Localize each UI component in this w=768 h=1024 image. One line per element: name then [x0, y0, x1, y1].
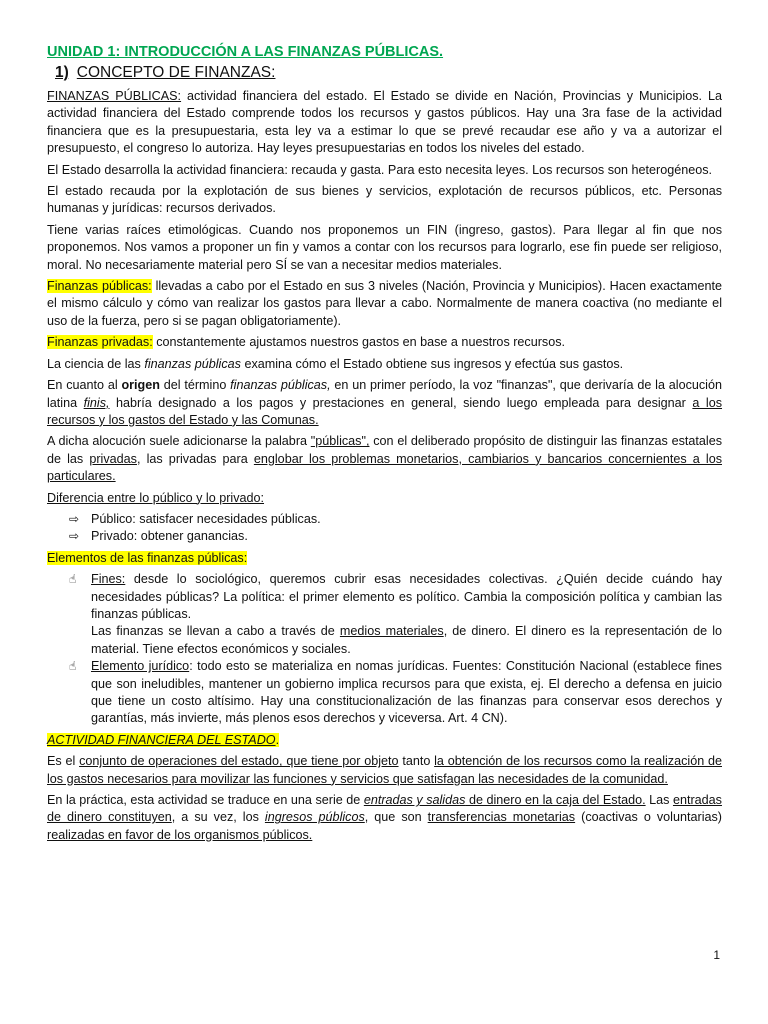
paragraph: El Estado desarrolla la actividad financiera: recauda y gasta. Para esto necesita leyes. Los recursos son heterogéneos.: [47, 162, 713, 177]
diff-heading: Diferencia entre lo público y lo privado:: [47, 490, 265, 505]
paragraph: Tiene varias raíces etimológicas. Cuando nos proponemos un FIN (ingreso, gastos). Para llegar al fin que nos proponemos. Nos vamos a proponer un fin y vamos a contar con los recursos para lograrlo, ese fin puede ser religioso, moral. No necesariamente material pero SÍ se van a necesitar medios materiales.: [47, 222, 722, 272]
elements-list: [47, 571, 722, 728]
pointing-hand-icon: ☝: [69, 659, 77, 674]
page-title: UNIDAD 1: INTRODUCCIÓN A LAS FINANZAS PÚBLICAS.: [47, 44, 444, 60]
actividad-heading: ACTIVIDAD FINANCIERA DEL ESTADO.: [47, 732, 280, 747]
paragraph-origen: En cuanto al origen del término finanzas públicas, en un primer período, la voz "finanzas", que derivaría de la alocución latina finis, habría designado a los pagos y prestaciones en general, siendo luego empleada para designar a los recursos y los gastos del Estado y las Comunas.: [47, 378, 723, 427]
list-item: ⇨ Público: satisfacer necesidades públicas.: [47, 511, 722, 528]
section-heading: [55, 64, 722, 82]
paragraph: La ciencia de las finanzas públicas examina cómo el Estado obtiene sus ingresos y efectúa sus gastos.: [47, 356, 624, 371]
term: FINANZAS PÚBLICAS:: [47, 89, 182, 103]
paragraph-finanzas-publicas: Finanzas públicas: llevadas a cabo por el Estado en sus 3 niveles (Nación, Provincia y Municipios). Hacen exactamente el mismo cálculo y cómo van realizar los gastos para llevar a cabo. Normalmente de manera coactiva (no mediante el uso de la fuerza, pero si se pagan obligatoriamente).: [47, 279, 722, 328]
paragraph-publicas: A dicha alocución suele adicionarse la palabra "públicas", con el deliberado propósito de distinguir las finanzas estatales de las privadas, las privadas para englobar los problemas monetarios, cambiarios y bancarios concernientes a los particulares.: [47, 434, 723, 484]
section-number: 1): [55, 64, 69, 81]
highlighted-term: Finanzas públicas:: [47, 279, 152, 294]
section-label: CONCEPTO DE FINANZAS:: [76, 64, 276, 81]
list-item-fines: ☝ Fines: desde lo sociológico, queremos cubrir esas necesidades colectivas. ¿Quién decide cuándo hay necesidades públicas? La política: el primer elemento es político. Cambia la composición política y cambian las finanzas públicas. Las finanzas se llevan a cabo a través de medios materiales, de dinero. El dinero es la representación de lo material. Tiene efectos económicos y sociales.: [69, 572, 723, 656]
pointing-hand-icon: ☝: [69, 572, 77, 587]
page-number: 1: [713, 948, 720, 962]
list-item: ⇨ Privado: obtener ganancias.: [47, 528, 722, 545]
paragraph-practica: En la práctica, esta actividad se traduce en una serie de entradas y salidas de dinero en la caja del Estado. Las entradas de dinero constituyen, a su vez, los ingresos públicos, que son transferencias monetarias (coactivas o voluntarias) realizadas en favor de los organismos públicos.: [47, 793, 722, 842]
list-item-juridico: ☝ Elemento jurídico: todo esto se materializa en nomas jurídicas. Fuentes: Constitución Nacional (establece fines que son ineludibles, mantener un gobierno implica recursos para que exista, ej. El derecho a defensa en juicio que tiene un costo altísimo. Hay una constitucionalización de las finanzas para conservar esos derechos y garantías, más invierte, más plenos esos derechos y viceversa. Art. 4 CN).: [69, 659, 722, 726]
elements-heading: Elementos de las finanzas públicas:: [47, 550, 248, 565]
diff-list: [47, 511, 722, 546]
highlighted-term: Finanzas privadas:: [47, 335, 153, 350]
paragraph-actividad-def: Es el conjunto de operaciones del estado, que tiene por objeto tanto la obtención de los recursos como la realización de los gastos necesarios para movilizar las funciones y servicios que satisfagan las necesidades de la comunidad.: [47, 754, 722, 786]
paragraph-finanzas-privadas: Finanzas privadas: constantemente ajustamos nuestros gastos en base a nuestros recursos.: [47, 335, 566, 350]
paragraph: El estado recauda por la explotación de sus bienes y servicios, explotación de recursos públicos, etc. Personas humanas y jurídicas: recursos derivados.: [47, 184, 722, 216]
document-page: [47, 44, 722, 848]
arrow-right-icon: ⇨: [69, 511, 80, 526]
paragraph-finanzas-publicas-def: FINANZAS PÚBLICAS: actividad financiera del estado. El Estado se divide en Nación, Provincias y Municipios. La actividad financiera del Estado comprende todos los recursos y gastos públicos. Hay una 3ra fase de la actividad financiera que es la presupuestaria, esta ley va a estimar lo que se prevé recaudar ese año y va a autorizar el presupuesto, el congreso lo autoriza. Hay leyes presupuestarias en todos los niveles del estado.: [47, 89, 722, 156]
arrow-right-icon: ⇨: [69, 529, 80, 544]
